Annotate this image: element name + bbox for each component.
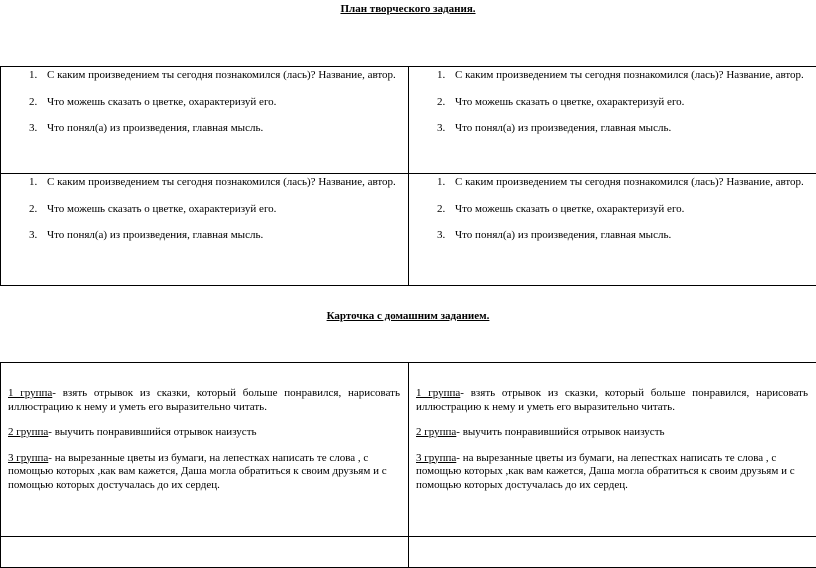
question-item: 1. С каким произведением ты сегодня познакомился (лась)? Название, автор. xyxy=(47,69,400,82)
question-list xyxy=(1,174,408,242)
homework-title: Карточка с домашним заданием. xyxy=(0,310,816,322)
homework-card xyxy=(1,363,409,537)
question-item: 2. Что можешь сказать о цветке, охарактеризуй его. xyxy=(455,96,808,109)
question-item: 2. Что можешь сказать о цветке, охарактеризуй его. xyxy=(455,203,808,216)
question-item: 1. С каким произведением ты сегодня познакомился (лась)? Название, автор. xyxy=(455,176,808,189)
question-item: 3. Что понял(а) из произведения, главная мысль. xyxy=(47,229,400,242)
question-item: 1. С каким произведением ты сегодня познакомился (лась)? Название, автор. xyxy=(455,69,808,82)
plan-card xyxy=(409,174,816,286)
group-label: 2 группа xyxy=(8,426,48,438)
homework-card xyxy=(409,363,816,537)
plan-table xyxy=(0,66,816,286)
question-list xyxy=(409,174,816,242)
group-task: 1 группа- взять отрывок из сказки, который больше понравился, нарисовать иллюстрацию к нему и уметь его выразительно читать. xyxy=(416,387,808,414)
group-task: 1 группа- взять отрывок из сказки, который больше понравился, нарисовать иллюстрацию к нему и уметь его выразительно читать. xyxy=(8,387,400,414)
question-item: 2. Что можешь сказать о цветке, охарактеризуй его. xyxy=(47,203,400,216)
question-item: 1. С каким произведением ты сегодня познакомился (лась)? Название, автор. xyxy=(47,176,400,189)
plan-title: План творческого задания. xyxy=(0,3,816,15)
group-label: 1 группа xyxy=(8,387,52,399)
group-label: 3 группа xyxy=(8,452,48,464)
question-item: 3. Что понял(а) из произведения, главная мысль. xyxy=(455,229,808,242)
plan-card xyxy=(409,67,816,174)
question-list xyxy=(409,67,816,135)
group-task: 2 группа- выучить понравившийся отрывок наизусть xyxy=(8,426,400,440)
question-item: 3. Что понял(а) из произведения, главная мысль. xyxy=(455,122,808,135)
plan-card xyxy=(1,67,409,174)
group-task: 3 группа- на вырезанные цветы из бумаги, на лепестках написать те слова , с помощью которых ,как вам кажется, Даша могла обратиться к своим друзьям и с помощью которых достучалась до их сердец. xyxy=(416,452,808,493)
plan-card xyxy=(1,174,409,286)
question-item: 2. Что можешь сказать о цветке, охарактеризуй его. xyxy=(47,96,400,109)
group-task: 2 группа- выучить понравившийся отрывок наизусть xyxy=(416,426,808,440)
group-label: 2 группа xyxy=(416,426,456,438)
question-list xyxy=(1,67,408,135)
group-label: 3 группа xyxy=(416,452,456,464)
question-item: 3. Что понял(а) из произведения, главная мысль. xyxy=(47,122,400,135)
homework-card-empty xyxy=(409,537,816,568)
homework-table xyxy=(0,362,816,568)
group-label: 1 группа xyxy=(416,387,460,399)
group-task: 3 группа- на вырезанные цветы из бумаги, на лепестках написать те слова , с помощью которых ,как вам кажется, Даша могла обратиться к своим друзьям и с помощью которых достучалась до их сердец. xyxy=(8,452,400,493)
homework-card-empty xyxy=(1,537,409,568)
